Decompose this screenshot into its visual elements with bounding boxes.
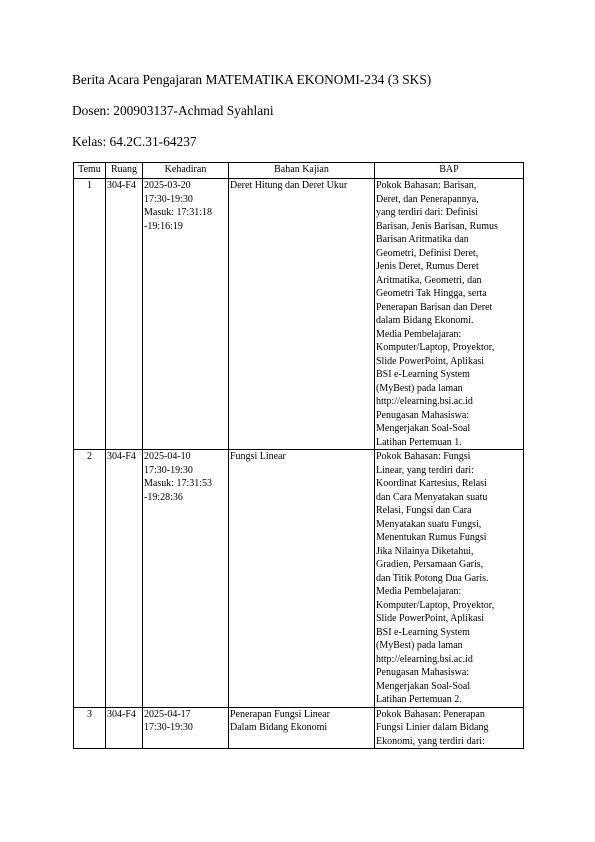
cell-bap-line: Pokok Bahasan: Fungsi <box>376 451 471 462</box>
cell-bap-line: Penerapan Barisan dan Deret <box>376 301 493 313</box>
cell-bap-line: Penugasan Mahasiswa: <box>376 667 470 678</box>
cell-bap-line: Jika Nilainya Diketahui, <box>376 545 474 557</box>
cell-kehadiran-line: 17:30-19:30 <box>144 722 193 733</box>
cell-bap-line: Gradien, Persamaan Garis, <box>376 559 484 570</box>
cell-bap <box>375 179 524 450</box>
bap-table <box>73 162 524 749</box>
cell-bap-line: dalam Bidang Ekonomi. <box>376 315 474 326</box>
class-line: Kelas: 64.2C.31-64237 <box>72 134 197 149</box>
col-header-bap: BAP <box>375 163 524 179</box>
cell-bahan-kajian-line: Penerapan Fungsi Linear <box>230 708 330 720</box>
cell-kehadiran-line: 17:30-19:30 <box>144 193 193 205</box>
table-row <box>74 179 524 450</box>
cell-bap-line: Slide PowerPoint, Aplikasi <box>376 613 485 624</box>
cell-bap-line: Pokok Bahasan: Barisan, <box>376 180 477 191</box>
cell-kehadiran-line: 2025-03-20 <box>144 180 191 191</box>
cell-kehadiran <box>143 179 229 450</box>
cell-bap-line: http://elearning.bsi.ac.id <box>376 396 473 407</box>
cell-bahan-kajian <box>229 707 375 749</box>
cell-ruang: 304-F4 <box>106 707 143 749</box>
cell-bap-line: http://elearning.bsi.ac.id <box>376 653 473 665</box>
cell-bap-line: Penugasan Mahasiswa: <box>376 409 470 421</box>
cell-temu: 3 <box>74 707 106 749</box>
col-header-kehadiran: Kehadiran <box>143 163 229 179</box>
cell-bap-line: Linear, yang terdiri dari: <box>376 464 474 476</box>
cell-bap-line: Deret, dan Penerapannya, <box>376 193 479 205</box>
cell-bap-line: Geometri Tak Hingga, serta <box>376 288 487 299</box>
cell-bap-line: Aritmatika, Geometri, dan <box>376 274 482 286</box>
table-body <box>74 179 524 749</box>
cell-kehadiran-line: -19:16:19 <box>144 220 183 232</box>
cell-bap-line: Barisan, Jenis Barisan, Rumus <box>376 220 498 232</box>
cell-bap-line: Latihan Pertemuan 1. <box>376 436 462 448</box>
cell-bap-line: Menentukan Rumus Fungsi <box>376 532 487 543</box>
cell-bahan-kajian-line: Deret Hitung dan Deret Ukur <box>230 180 348 191</box>
cell-bap-line: dan Titik Potong Dua Garis. <box>376 572 489 584</box>
cell-bap-line: Geometri, Definisi Deret, <box>376 247 479 259</box>
cell-bap-line: Mengerjakan Soal-Soal <box>376 680 471 692</box>
table-header-row <box>74 163 524 179</box>
cell-bap-line: Slide PowerPoint, Aplikasi <box>376 355 485 367</box>
cell-bap-line: Relasi, Fungsi dan Cara <box>376 505 472 516</box>
cell-bap-line: BSI e-Learning System <box>376 369 470 380</box>
cell-bap-line: Komputer/Laptop, Proyektor, <box>376 342 495 353</box>
cell-ruang: 304-F4 <box>106 179 143 450</box>
cell-kehadiran-line: Masuk: 17:31:53 <box>144 478 213 489</box>
cell-kehadiran <box>143 450 229 708</box>
cell-kehadiran-line: -19:28:36 <box>144 491 183 503</box>
cell-bahan-kajian <box>229 450 375 708</box>
cell-bap-line: Media Pembelajaran: <box>376 328 462 340</box>
cell-bap-line: Media Pembelajaran: <box>376 586 462 597</box>
cell-bap-line: (MyBest) pada laman <box>376 640 463 651</box>
cell-bap <box>375 707 524 749</box>
cell-ruang: 304-F4 <box>106 450 143 708</box>
cell-kehadiran-line: 2025-04-17 <box>144 708 191 720</box>
cell-temu: 2 <box>74 450 106 708</box>
cell-bap-line: Mengerjakan Soal-Soal <box>376 423 471 434</box>
cell-kehadiran-line: Masuk: 17:31:18 <box>144 207 213 218</box>
cell-bap-line: Pokok Bahasan: Penerapan <box>376 708 485 720</box>
cell-bap-line: Barisan Aritmatika dan <box>376 234 469 245</box>
cell-bap-line: yang terdiri dari: Definisi <box>376 207 478 218</box>
cell-bap-line: Ekonomi, yang terdiri dari: <box>376 735 485 747</box>
cell-bap-line: Latihan Pertemuan 2. <box>376 694 462 705</box>
page-title: Berita Acara Pengajaran MATEMATIKA EKONOMI-234 (3 SKS) <box>72 72 432 87</box>
cell-bap-line: Menyatakan suatu Fungsi, <box>376 518 482 530</box>
cell-temu: 1 <box>74 179 106 450</box>
cell-bap-line: Fungsi Linier dalam Bidang <box>376 722 489 733</box>
cell-bap-line: BSI e-Learning System <box>376 626 470 638</box>
table-row <box>74 450 524 708</box>
cell-bap-line: Koordinat Kartesius, Relasi <box>376 478 487 489</box>
cell-kehadiran <box>143 707 229 749</box>
cell-bahan-kajian-line: Dalam Bidang Ekonomi <box>230 722 328 733</box>
cell-kehadiran-line: 2025-04-10 <box>144 451 191 462</box>
cell-bap-line: (MyBest) pada laman <box>376 382 463 394</box>
table-row <box>74 707 524 749</box>
cell-bap-line: Komputer/Laptop, Proyektor, <box>376 599 495 611</box>
cell-bap <box>375 450 524 708</box>
cell-bahan-kajian <box>229 179 375 450</box>
col-header-ruang: Ruang <box>106 163 143 179</box>
cell-bap-line: dan Cara Menyatakan suatu <box>376 491 488 503</box>
col-header-temu: Temu <box>74 163 106 179</box>
lecturer-line: Dosen: 200903137-Achmad Syahlani <box>72 103 274 118</box>
col-header-bahan-kajian: Bahan Kajian <box>229 163 375 179</box>
cell-bahan-kajian-line: Fungsi Linear <box>230 451 286 462</box>
cell-kehadiran-line: 17:30-19:30 <box>144 464 193 476</box>
cell-bap-line: Jenis Deret, Rumus Deret <box>376 261 479 272</box>
